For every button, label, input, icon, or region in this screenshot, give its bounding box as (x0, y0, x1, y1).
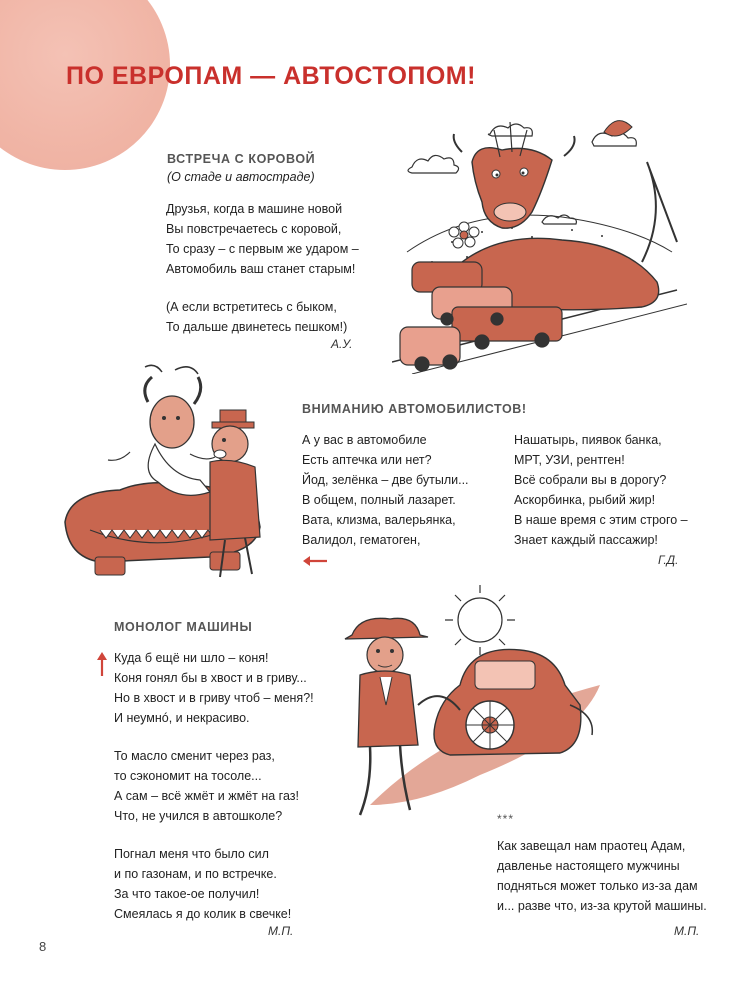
verse-line: (А если встретитесь с быком, (166, 300, 337, 314)
poem1-verse (166, 199, 359, 337)
verse-line: Вы повстречаетесь с коровой, (166, 222, 342, 236)
poem1-title: ВСТРЕЧА С КОРОВОЙ (167, 152, 316, 166)
verse-line: подняться может только из-за дам (497, 879, 698, 893)
verse-line: В общем, полный лазарет. (302, 493, 456, 507)
verse-line: МРТ, УЗИ, рентген! (514, 453, 625, 467)
verse-line: Погнал меня что было сил (114, 847, 269, 861)
verse-line: Смеялась я до колик в свечке! (114, 907, 292, 921)
poem1-signature: А.У. (331, 337, 353, 351)
verse-line: Вата, клизма, валерьянка, (302, 513, 456, 527)
poem2-signature: Г.Д. (658, 553, 679, 567)
poem3-verse (114, 648, 314, 924)
verse-line: А сам – всё жмёт и жмёт на газ! (114, 789, 299, 803)
cow-on-highway-illustration (392, 112, 687, 374)
verse-line: В наше время с этим строго – (514, 513, 688, 527)
verse-line: Коня гонял бы в хвост и в гриву... (114, 671, 307, 685)
poem4-marker: *** (497, 812, 515, 826)
poem4-signature: М.П. (674, 924, 700, 938)
verse-line: и по газонам, и по встречке. (114, 867, 277, 881)
verse-line: Знает каждый пассажир! (514, 533, 658, 547)
driver-and-mechanic-illustration (60, 362, 270, 584)
poem2-column-2 (514, 430, 688, 550)
cowboy-with-old-car-illustration (330, 575, 620, 837)
verse-line: давленье настоящего мужчины (497, 859, 680, 873)
verse-line: и... разве что, из-за крутой машины. (497, 899, 707, 913)
poem4-verse (497, 836, 707, 916)
verse-line: Друзья, когда в машине новой (166, 202, 343, 216)
poem2-column-1 (302, 430, 469, 550)
stanza-gap (166, 279, 359, 297)
arrow-up-icon (96, 651, 108, 677)
verse-line: Нашатырь, пиявок банка, (514, 433, 662, 447)
poem3-title: МОНОЛОГ МАШИНЫ (114, 620, 253, 634)
verse-line: То сразу – с первым же ударом – (166, 242, 359, 256)
sun-icon (445, 585, 515, 655)
poem3-signature: М.П. (268, 924, 294, 938)
verse-line: То дальше двинетесь пешком!) (166, 320, 348, 334)
verse-line: Аскорбинка, рыбий жир! (514, 493, 656, 507)
stanza-gap (114, 728, 314, 746)
verse-line: то сэкономит на тосоле... (114, 769, 262, 783)
verse-line: За что такое-ое получил! (114, 887, 260, 901)
verse-line: И неумнó, и некрасиво. (114, 711, 250, 725)
verse-line: Автомобиль ваш станет старым! (166, 262, 356, 276)
flower-icon (449, 222, 479, 248)
poem1-subtitle: (О стаде и автостраде) (167, 170, 315, 184)
page-number: 8 (39, 939, 47, 954)
verse-line: Куда б ещё ни шло – коня! (114, 651, 269, 665)
verse-line: Как завещал нам праотец Адам, (497, 839, 686, 853)
verse-line: Что, не учился в автошколе? (114, 809, 283, 823)
stanza-gap (114, 826, 314, 844)
verse-line: Йод, зелёнка – две бутыли... (302, 473, 469, 487)
page-title: ПО ЕВРОПАМ — АВТОСТОПОМ! (66, 62, 476, 90)
verse-line: Есть аптечка или нет? (302, 453, 432, 467)
verse-line: Всё собрали вы в дорогу? (514, 473, 667, 487)
poem2-title: ВНИМАНИЮ АВТОМОБИЛИСТОВ! (302, 402, 527, 416)
verse-line: То масло сменит через раз, (114, 749, 275, 763)
verse-line: Валидол, гематоген, (302, 533, 421, 547)
arrow-left-icon (302, 555, 328, 567)
verse-line: Но в хвост и в гриву чтоб – меня?! (114, 691, 314, 705)
verse-line: А у вас в автомобиле (302, 433, 427, 447)
